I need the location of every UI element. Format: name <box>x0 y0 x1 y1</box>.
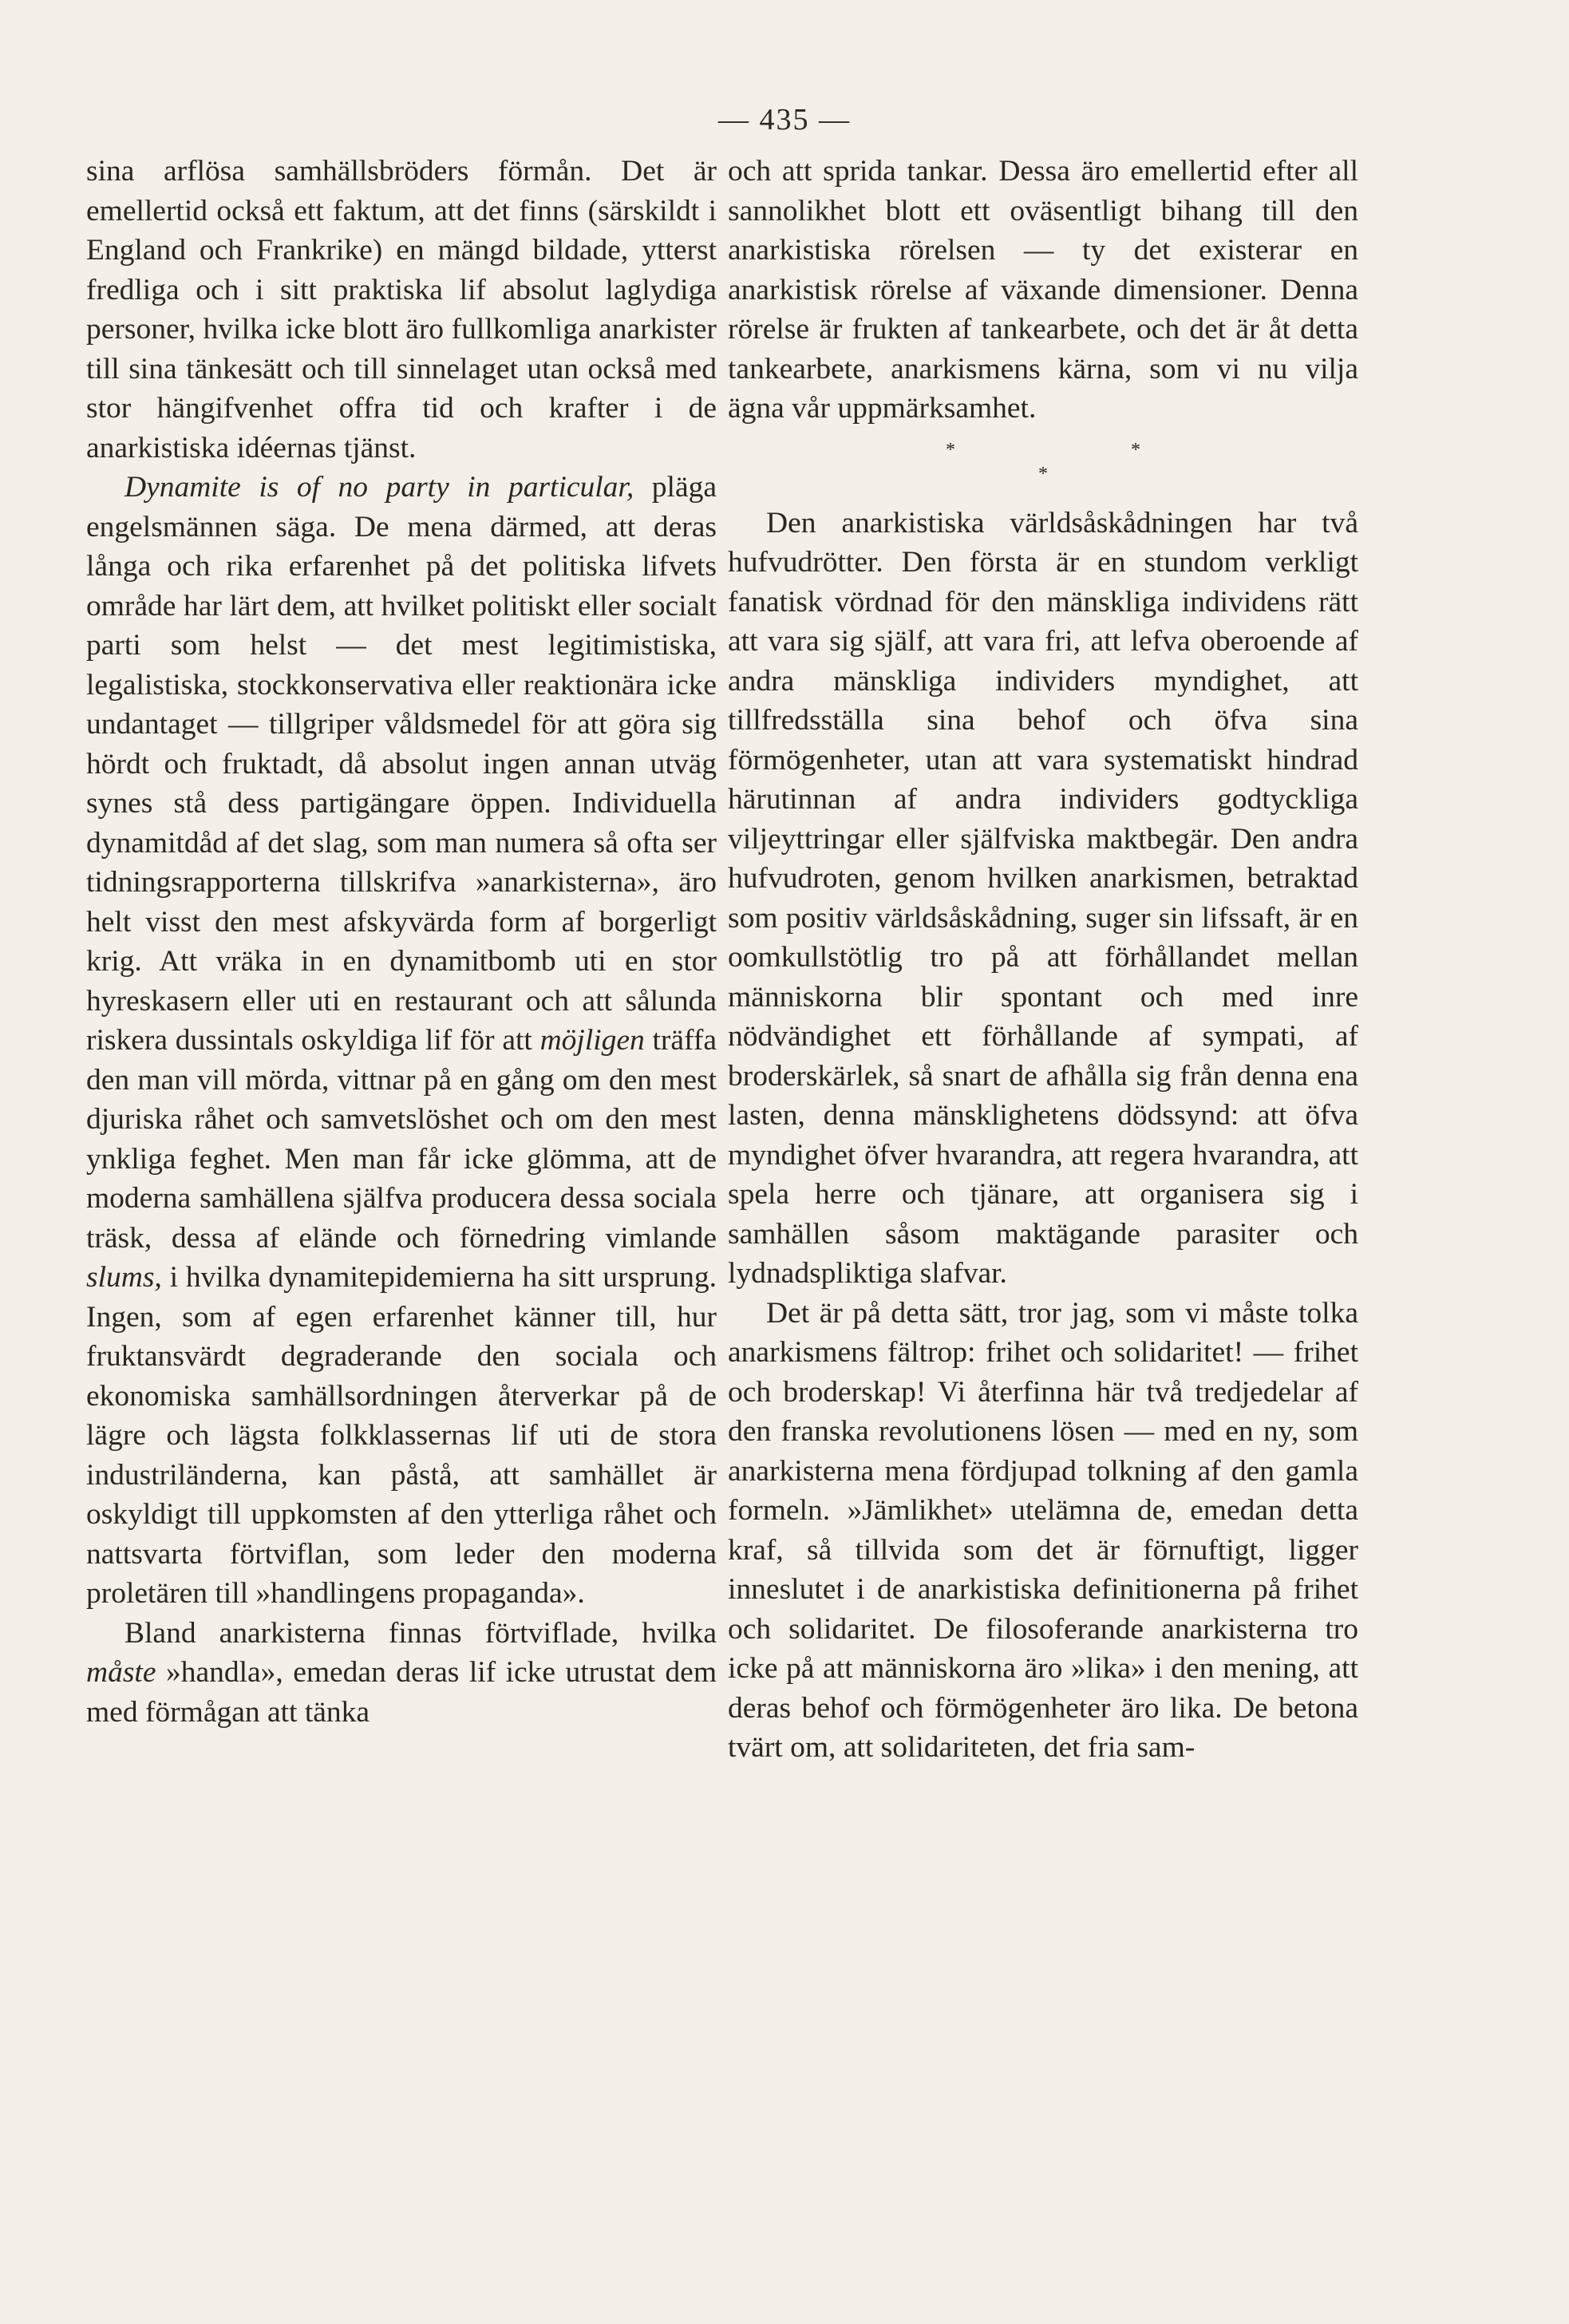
paragraph-text: pläga engelsmännen säga. De mena därmed, att deras långa och rika erfarenhet på det politiska lifvets område har lärt dem, att hvilket politiskt eller socialt parti som helst — det mest legitimistiska, legalistiska, stockkonservativa eller reaktionära icke undantaget — tillgriper våldsmedel för att göra sig hördt och fruktadt, då absolut ingen annan utväg synes stå dess partigängare öppen. Individuella dynamitdåd af det slag, som man numera så ofta ser tidningsrapporterna tillskrifva »anarkisterna», äro helt visst den mest afskyvärda form af borgerligt krig. Att vräka in en dynamitbomb uti en stor hyreskasern eller uti en restaurant och att sålunda riskera dussintals oskyldiga lif för att <box>86 471 717 1057</box>
italic-phrase: slums, <box>86 1261 162 1294</box>
italic-phrase: måste <box>86 1656 156 1689</box>
paragraph-text: i hvilka dynamitepidemierna ha sitt ursprung. Ingen, som af egen erfarenhet känner till, hur fruktansvärdt degraderande den sociala och ekonomiska samhällsordningen återverkar på de lägre och lägsta folkklassernas lif uti de stora industriländerna, kan påstå, att samhället är oskyldigt till uppkomsten af den ytterliga råhet och nattsvarta förtviflan, som leder den moderna proletären till »handlingens propaganda». <box>86 1261 717 1610</box>
section-divider <box>728 438 1358 486</box>
asterisk-ornament: * <box>1131 439 1140 460</box>
paragraph: Det är på detta sätt, tror jag, som vi måste tolka anarkismens fältrop: frihet och solidaritet! — frihet och broderskap! Vi återfinna här två tredjedelar af den franska revolutionens lösen — med en ny, som anarkisterna mena fördjupad tolkning af den gamla formeln. »Jämlikhet» utelämna de, emedan detta kraf, så tillvida som det är förnuftigt, ligger inneslutet i de anarkistiska definitionerna på frihet och solidaritet. De filosoferande anarkisterna tro icke på att människorna äro »lika» i den mening, att deras behof och förmögenheter äro lika. De betona tvärt om, att solidariteten, det fria sam- <box>728 1296 1358 1764</box>
paragraph-text: träffa den man vill mörda, vittnar på en gång om den mest djuriska råhet och samvetslöshet och om den mest ynkliga feghet. Men man får icke glömma, att de moderna samhällena själfva producera dessa sociala träsk, dessa af elände och förnedring vimlande <box>86 1024 717 1255</box>
right-column <box>728 152 1358 1768</box>
paragraph: Den anarkistiska världsåskådningen har två hufvudrötter. Den första är en stundom verkligt fanatisk vördnad för den mänskliga individens rätt att vara sig själf, att vara fri, att lefva oberoende af andra mänskliga individers myndighet, att tillfredsställa sina behof och öfva sina förmögenheter, utan att vara systematiskt hindrad härutinnan af andra individers godtyckliga viljeyttringar eller själfviska maktbegär. Den andra hufvudroten, genom hvilken anarkismen, betraktad som positiv världsåskådning, suger sin lifssaft, är en oomkullstötlig tro på att förhållandet mellan människorna blir spontant och med inre nödvändighet ett förhållande af sympati, af broderskärlek, så snart de afhålla sig från denna ena lasten, denna mänsklighetens dödssynd: att öfva myndighet öfver hvarandra, att regera hvarandra, att spela herre och tjänare, att organisera sig i samhällen såsom maktägande parasiter och lydnadspliktiga slafvar. <box>728 506 1358 1290</box>
paragraph-text: Bland anarkisterna finnas förtviflade, hvilka <box>124 1616 717 1650</box>
paragraph: sina arflösa samhällsbröders förmån. Det är emellertid också ett faktum, att det finns (särskildt i England och Frankrike) en mängd bildade, ytterst fredliga och i sitt praktiska lif absolut laglydiga personer, hvilka icke blott äro fullkomliga anarkister till sina tänkesätt och till sinnelaget utan också med stor hängifvenhet offra tid och krafter i de anarkistiska idéernas tjänst. <box>86 155 717 464</box>
italic-phrase: möjligen <box>539 1024 645 1057</box>
page-number: — 435 — <box>718 103 851 136</box>
asterisk-ornament: * <box>1038 463 1048 484</box>
paragraph: och att sprida tankar. Dessa äro emellertid efter all sannolikhet blott ett oväsentligt bihang till den anarkistiska rörelsen — ty det existerar en anarkistisk rörelse af växande dimensioner. Denna rörelse är frukten af tankearbete, och det är åt detta tankearbete, anarkismens kärna, som vi nu vilja ägna vår uppmärksamhet. <box>728 155 1358 425</box>
asterisk-ornament: * <box>946 439 955 460</box>
left-column <box>86 152 717 1732</box>
paragraph-text: »handla», emedan deras lif icke utrustat dem med förmågan att tänka <box>86 1656 717 1729</box>
paragraph <box>86 1614 717 1733</box>
paragraph <box>86 468 717 1614</box>
italic-phrase: Dynamite is of no party in particular, <box>124 471 634 504</box>
